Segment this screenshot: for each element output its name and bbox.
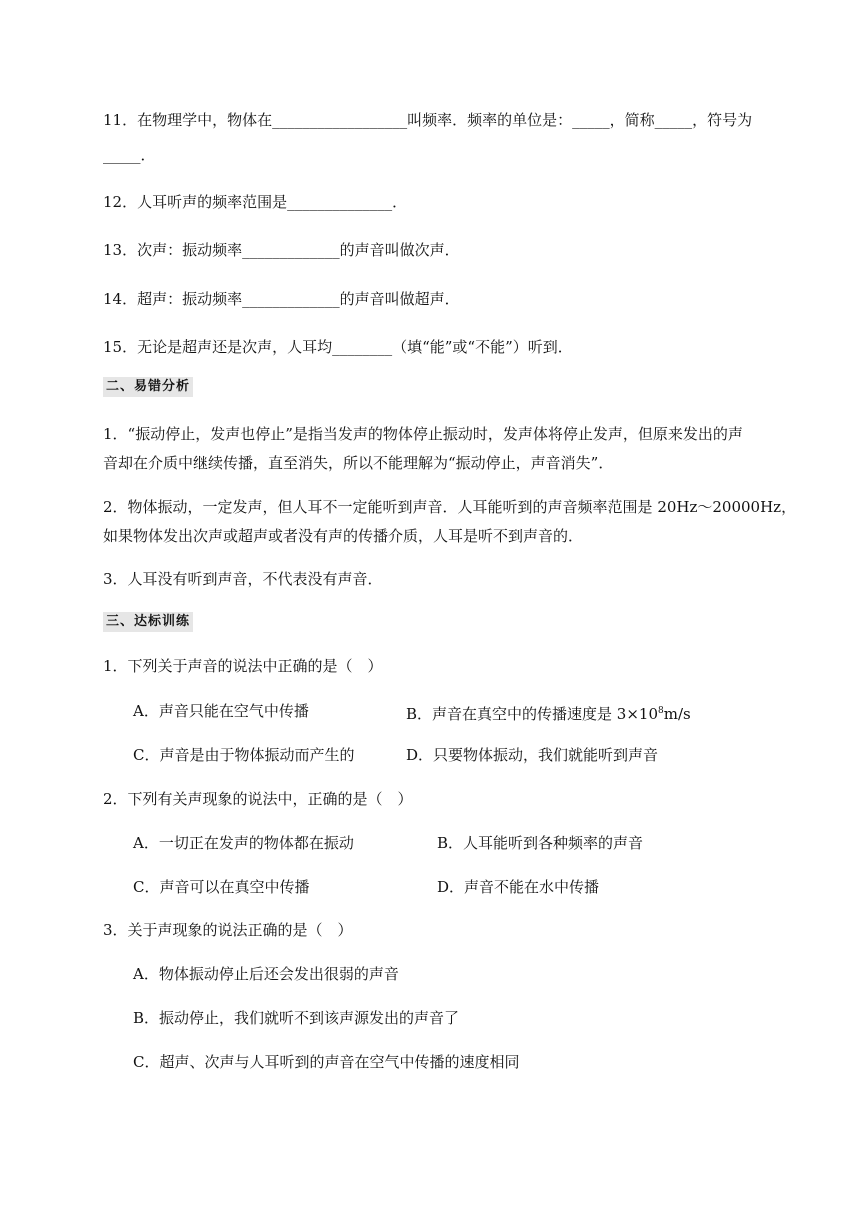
question-11-line1: 11．在物理学中，物体在__________________叫频率．频率的单位是：_____，简称_____，符号为: [103, 111, 753, 129]
analysis-2-line2: 如果物体发出次声或超声或者没有声的传播介质，人耳是听不到声音的．: [103, 527, 584, 545]
q1-option-b-exponent: 8: [658, 706, 664, 716]
q3-option-a: A．物体振动停止后还会发出很弱的声音: [133, 965, 399, 983]
question-12: 12．人耳听声的频率范围是______________．: [103, 193, 408, 211]
q2-option-c: C．声音可以在真空中传播: [133, 878, 310, 896]
q1-option-d: D．只要物体振动，我们就能听到声音: [406, 746, 659, 764]
q3-option-b: B．振动停止，我们就听不到该声源发出的声音了: [133, 1009, 460, 1027]
practice-question-3-stem: 3．关于声现象的说法正确的是（ ）: [103, 921, 353, 939]
analysis-3: 3．人耳没有听到声音，不代表没有声音．: [103, 570, 383, 588]
question-15: 15．无论是超声还是次声，人耳均________（填“能”或“不能”）听到．: [103, 338, 573, 356]
q1-option-c: C．声音是由于物体振动而产生的: [133, 746, 355, 764]
q1-option-b-text: B．声音在真空中的传播速度是 3×10: [406, 705, 658, 723]
q2-option-a: A．一切正在发声的物体都在振动: [133, 834, 354, 852]
section-heading-error-analysis: 二、易错分析: [103, 377, 193, 397]
q1-option-a: A．声音只能在空气中传播: [133, 702, 309, 720]
practice-question-2-stem: 2．下列有关声现象的说法中，正确的是（ ）: [103, 790, 413, 808]
question-11-line2: _____．: [103, 146, 156, 164]
section-heading-practice: 三、达标训练: [103, 612, 193, 632]
q1-option-b: [406, 701, 691, 724]
practice-question-1-stem: 1．下列关于声音的说法中正确的是（ ）: [103, 657, 383, 675]
analysis-2-line1: 2．物体振动，一定发声，但人耳不一定能听到声音．人耳能听到的声音频率范围是 20Hz～20000Hz，: [103, 498, 797, 516]
analysis-1-line2: 音却在介质中继续传播，直至消失，所以不能理解为“振动停止，声音消失”．: [103, 454, 614, 472]
question-14: 14．超声：振动频率_____________的声音叫做超声．: [103, 290, 460, 308]
q2-option-b: B．人耳能听到各种频率的声音: [437, 834, 644, 852]
analysis-1-line1: 1．“振动停止，发声也停止”是指当发声的物体停止振动时，发声体将停止发声，但原来发出的声: [103, 425, 743, 443]
q2-option-d: D．声音不能在水中传播: [437, 878, 600, 896]
question-13: 13．次声：振动频率_____________的声音叫做次声．: [103, 241, 460, 259]
q1-option-b-unit: m/s: [663, 705, 691, 723]
q3-option-c: C．超声、次声与人耳听到的声音在空气中传播的速度相同: [133, 1053, 520, 1071]
